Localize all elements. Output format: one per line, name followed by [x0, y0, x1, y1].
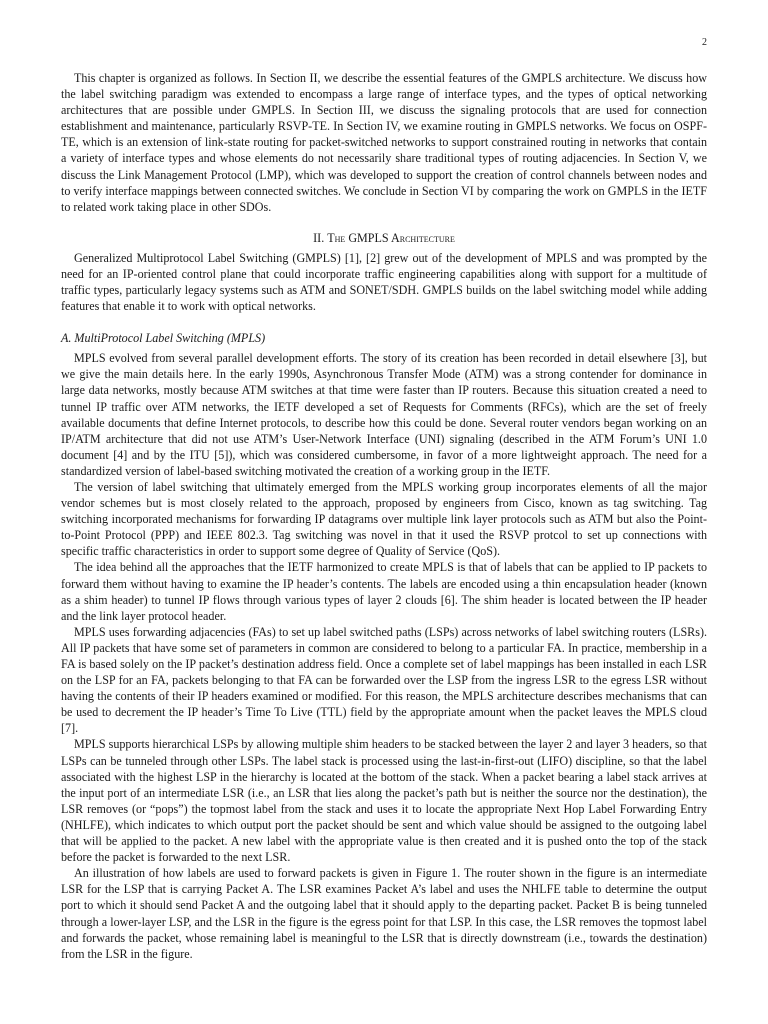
- section-title: The GMPLS Architecture: [327, 230, 455, 245]
- paragraph-figure-illustration: An illustration of how labels are used to forward packets is given in Figure 1. The router shown in the figure is an intermediate LSR for the LSP that is carrying Packet A. The LSR examines Packet A’s label and uses the NHLFE table to determine the output port to which it should send Packet A and the outgoing label that it should apply to the departing packet. Packet B is being tunneled through a lower-layer LSP, and the LSR in the figure is the egress point for that LSP. In this case, the LSR removes the topmost label and forwards the packet, whose remaining label is meaningful to the LSR that is directly downstream (i.e., towards the destination) from the LSR in the figure.: [61, 866, 707, 961]
- intro-paragraph: This chapter is organized as follows. In Section II, we describe the essential features of the GMPLS architecture. We discuss how the label switching paradigm was extended to encompass a large range of interface types, and the types of optical networking architectures that are possible under GMPLS. In Section III, we discuss the signaling protocols that are used for connection establishment and maintenance, particularly RSVP-TE. In Section IV, we examine routing in GMPLS networks. We focus on OSPF-TE, which is an extension of link-state routing for packet-switched networks to support constrained routing in networks that contain a variety of interface types and whose elements do not necessarily share traditional types of routing adjacencies. In Section V, we discuss the Link Management Protocol (LMP), which was developed to support the creation of control channels between nodes and to verify interface mappings between connected switches. We conclude in Section VI by comparing the work on GMPLS in the IETF to related work taking place in other SDOs.: [61, 71, 707, 214]
- section-heading: [61, 230, 707, 246]
- page-content: [61, 70, 707, 962]
- paragraph-forwarding-adjacencies: MPLS uses forwarding adjacencies (FAs) to set up label switched paths (LSPs) across networks of label switching routers (LSRs). All IP packets that have some set of parameters in common are considered to belong to a particular FA. In practice, membership in a FA is based solely on the IP packet’s destination address field. Once a complete set of label mappings has been installed in each LSR on the LSP for an FA, packets belonging to that FA can be forwarded over the LSP from the ingress LSR to the egress LSR without having the contents of their IP headers examined or modified. For this reason, the MPLS architecture describes mechanisms that can be used to decrement the IP header’s Time To Live (TTL) field by the appropriate amount when the packet leaves the MPLS cloud [7].: [61, 624, 707, 736]
- paragraph-labels-idea: The idea behind all the approaches that the IETF harmonized to create MPLS is that of labels that can be applied to IP packets to forward them without having to examine the IP header’s contents. The labels are encoded using a thin encapsulation header (known as a shim header) to tunnel IP flows through various types of layer 2 clouds [6]. The shim header is located between the IP header and the link layer protocol header.: [61, 560, 707, 623]
- subsection-heading: A. MultiProtocol Label Switching (MPLS): [61, 331, 266, 346]
- page-number: 2: [702, 37, 707, 48]
- paragraph-mpls-evolution: MPLS evolved from several parallel development efforts. The story of its creation has been recorded in detail elsewhere [3], but we give the main details here. In the early 1990s, Asynchronous Transfer Mode (ATM) was a strong contender for dominance in large data networks, mostly because ATM switches at that time were faster than IP routers. Because this situation created a need to tunnel IP traffic over ATM networks, the IETF developed a set of Requests for Comments (RFCs), which are the set of freely available documents that define Internet protocols, to describe how this could be done. Several router vendors began working on an IP/ATM architecture that did not use ATM’s User-Network Interface (UNI) signaling (described in the ATM Forum’s UNI 1.0 document [4] and by the ITU [5]), which was considered cumbersome, in favor of a more lightweight approach. The need for a standardized version of label-based switching motivated the creation of a working group in the IETF.: [61, 351, 707, 478]
- section-paragraph: Generalized Multiprotocol Label Switching (GMPLS) [1], [2] grew out of the development of MPLS and was prompted by the need for an IP-oriented control plane that could incorporate traffic engineering capabilities along with support for a multitude of traffic types, particularly legacy systems such as ATM and SONET/SDH. GMPLS builds on the label switching model while adding features that enable it to work with optical networks.: [61, 250, 707, 314]
- section-number: II.: [313, 230, 325, 245]
- paragraph-tag-switching: The version of label switching that ultimately emerged from the MPLS working group incorporates elements of all the major vendor schemes but is most closely related to the approach, proposed by engineers from Cisco, known as tag switching. Tag switching incorporated mechanisms for forwarding IP datagrams over multiple link layer protocols such as ATM but also the Point-to-Point Protocol (PPP) and IEEE 802.3. Tag switching was novel in that it used the RSVP protcol to set up connections with specific traffic characteristics in order to support some degree of Quality of Service (QoS).: [61, 479, 707, 559]
- paragraph-hierarchical-lsps: MPLS supports hierarchical LSPs by allowing multiple shim headers to be stacked between the layer 2 and layer 3 headers, so that LSPs can be tunneled through other LSPs. The label stack is processed using the last-in-first-out (LIFO) discipline, so that the label associated with the highest LSP in the hierarchy is located at the bottom of the stack. When a packet bearing a label stack arrives at the input port of an intermediate LSR (i.e., an LSR that lies along the packet’s path but is neither the source nor the destination), the LSR removes (or “pops”) the topmost label from the stack and uses it to locate the appropriate Next Hop Label Forwarding Entry (NHLFE), which indicates to which output port the packet should be sent and which value should be assigned to the outgoing label that will be applied to the packet. A new label with the appropriate value is then created and it is pushed onto the top of the stack before the packet is forwarded to the next LSR.: [61, 737, 707, 865]
